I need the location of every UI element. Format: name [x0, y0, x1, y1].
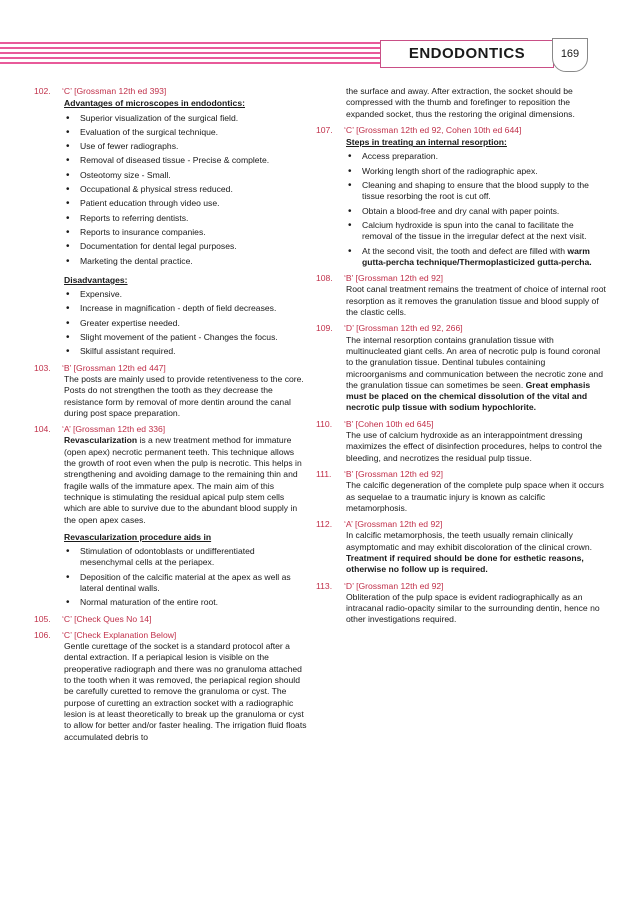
list-item: • Evaluation of the surgical technique.	[64, 127, 308, 138]
steps-list	[346, 151, 606, 268]
list-item: • Calcium hydroxide is spun into the canal to facilitate the removal of the tissue in the irregular defect at the next visit.	[346, 220, 606, 243]
explanation-text: In calcific metamorphosis, the teeth usually remain clinically asymptomatic and may exhibit discoloration of the clinical crown.	[346, 530, 592, 552]
left-column	[34, 86, 308, 748]
answer-reference: ‘B’ [Grossman 12th ed 92]	[344, 273, 444, 284]
question-number: 110.	[316, 418, 333, 429]
list-item: • Stimulation of odontoblasts or undifferentiated mesenchymal cells at the periapex.	[64, 546, 308, 569]
list-item: • Reports to referring dentists.	[64, 213, 308, 224]
question-109	[316, 323, 606, 413]
page-number: 169	[552, 38, 588, 72]
disadvantages-list	[64, 289, 308, 357]
list-item: • Superior visualization of the surgical field.	[64, 113, 308, 124]
section-heading: Advantages of microscopes in endodontics:	[64, 98, 245, 109]
answer-reference: ‘A’ [Grossman 12th ed 336]	[62, 424, 166, 435]
question-111	[316, 469, 606, 514]
question-number: 112.	[316, 519, 333, 530]
list-item: • Osteotomy size - Small.	[64, 170, 308, 181]
answer-reference: ‘B’ [Grossman 12th ed 92]	[344, 468, 444, 479]
list-item: • Patient education through video use.	[64, 198, 308, 209]
list-item: • Increase in magnification - depth of field decreases.	[64, 303, 308, 314]
right-column	[316, 86, 606, 631]
list-item: • Cleaning and shaping to ensure that the blood supply to the tissue resorbing the root is cut off.	[346, 180, 606, 203]
question-number: 104.	[34, 424, 51, 435]
list-item: • Slight movement of the patient - Changes the focus.	[64, 332, 308, 343]
question-103	[34, 363, 308, 419]
explanation-text: The posts are mainly used to provide retentiveness to the core. Posts do not strengthen the tooth as they decrease the resistance form by removal of more dentin around the canal during post space preparation.	[64, 373, 304, 418]
answer-reference: ‘A’ [Grossman 12th ed 92]	[344, 519, 443, 530]
question-113	[316, 581, 606, 626]
question-106	[34, 630, 308, 743]
question-number: 111.	[316, 468, 332, 479]
explanation-text: The internal resorption contains granulation tissue with multinucleated giant cells. An area of necrotic pulp is found coronal to the granulation tissue. Dentinal tubules containing microorganisms and communication between the necrotic zone and the granulation tissue can sometimes be seen.	[346, 334, 603, 390]
list-item: • Marketing the dental practice.	[64, 256, 308, 267]
explanation-text: Obliteration of the pulp space is evident radiographically as an intracanal radio-opacity similar to the surrounding dentin, hence no other investigations required.	[346, 591, 600, 625]
list-item: • Access preparation.	[346, 151, 606, 162]
question-number: 105.	[34, 613, 51, 624]
bold-emphasis: Great emphasis must be placed on the chemical dissolution of the vital and necrotic pulp tissue with sodium hypochlorite.	[346, 379, 591, 413]
question-104	[34, 424, 308, 608]
answer-reference: ‘C’ [Grossman 12th ed 92, Cohen 10th ed 644]	[344, 124, 522, 135]
question-102	[34, 86, 308, 358]
explanation-text: The calcific degeneration of the complete pulp space when it occurs as sequelae to a traumatic injury is known as calcific metamorphosis.	[346, 480, 604, 513]
answer-reference: ‘C’ [Check Ques No 14]	[62, 613, 152, 624]
answer-reference: ‘B’ [Grossman 12th ed 447]	[62, 362, 166, 373]
list-item: • Skilful assistant required.	[64, 346, 308, 357]
explanation-text: Root canal treatment remains the treatment of choice of internal root resorption as it removes the granulation tissue and blood supply of the clastic cells.	[346, 284, 606, 318]
advantages-list	[64, 113, 308, 267]
list-item: • Occupational & physical stress reduced.	[64, 184, 308, 195]
page-header	[0, 42, 638, 82]
question-number: 109.	[316, 323, 333, 334]
list-item: • Expensive.	[64, 289, 308, 300]
answer-reference: ‘D’ [Grossman 12th ed 92, 266]	[344, 323, 463, 334]
continued-text	[316, 86, 606, 120]
list-item: • Documentation for dental legal purposes.	[64, 241, 308, 252]
list-item: • Reports to insurance companies.	[64, 227, 308, 238]
question-108	[316, 273, 606, 318]
question-number: 103.	[34, 362, 51, 373]
list-item: • Removal of diseased tissue - Precise & complete.	[64, 155, 308, 166]
explanation-text: is a new treatment method for immature (open apex) necrotic permanent teeth. This technique allows the growth of root even when the pulp is necrotic. This helps in strengthening and avoiding damage to the remaining thin and fragile walls of the immature apex. The main aim of this technique is stimulating the residual apical pulp stem cells which are able to survive due to the abundant blood supply in the open apex cases.	[64, 435, 302, 525]
list-item: • Use of fewer radiographs.	[64, 141, 308, 152]
question-number: 106.	[34, 629, 51, 640]
list-item	[346, 246, 606, 269]
bold-term: warm gutta-percha technique/Thermoplasticized gutta-percha.	[362, 245, 592, 267]
question-number: 113.	[316, 580, 333, 591]
answer-reference: ‘C’ [Check Explanation Below]	[62, 629, 177, 640]
list-item: • Normal maturation of the entire root.	[64, 597, 308, 608]
question-105	[34, 614, 308, 625]
answer-reference: ‘C’ [Grossman 12th ed 393]	[62, 86, 167, 96]
list-item: • Obtain a blood-free and dry canal with paper points.	[346, 206, 606, 217]
question-number: 107.	[316, 124, 333, 135]
question-number: 102.	[34, 86, 51, 96]
answer-reference: ‘B’ [Cohen 10th ed 645]	[344, 418, 434, 429]
section-heading: Disadvantages:	[64, 274, 128, 285]
list-item: • Deposition of the calcific material at the apex as well as lateral dentinal walls.	[64, 572, 308, 595]
bold-emphasis: Treatment if required should be done for esthetic reasons, otherwise no follow up is required.	[346, 552, 584, 575]
explanation-text: Gentle curettage of the socket is a standard protocol after a dental extraction. If a periapical lesion is visible on the preoperative radiograph and there was no granuloma attached to the tooth when it was removed, the periapical region should be carefully curetted to remove the granuloma or cyst. The purpose of curetting an extraction socket with a radiographic lesion is at least theoretically to break up the granuloma or cyst to allow for better and/or faster healing. The irrigation fluid floats accumulated debris to	[64, 641, 307, 742]
question-112	[316, 519, 606, 575]
question-number: 108.	[316, 273, 333, 284]
chapter-title: ENDODONTICS	[380, 40, 554, 68]
procedure-list	[64, 546, 308, 608]
explanation-text: the surface and away. After extraction, the socket should be compressed with the thumb and forefinger to reposition the expanded socket, thus the restoring the original dimensions.	[346, 86, 575, 119]
list-item: • Working length short of the radiographic apex.	[346, 166, 606, 177]
bold-term: Revascularization	[64, 435, 138, 446]
explanation-text: The use of calcium hydroxide as an interappointment dressing maximizes the effect of disinfection procedures, helps to control the bleeding, and necrotizes the residual pulp tissue.	[346, 430, 602, 463]
list-item-text: At the second visit, the tooth and defect are filled with	[362, 245, 568, 256]
section-heading: Revascularization procedure aids in	[64, 531, 212, 542]
answer-reference: ‘D’ [Grossman 12th ed 92]	[344, 580, 444, 591]
section-heading: Steps in treating an internal resorption:	[346, 137, 507, 148]
list-item: • Greater expertise needed.	[64, 318, 308, 329]
question-107	[316, 125, 606, 268]
question-110	[316, 419, 606, 464]
